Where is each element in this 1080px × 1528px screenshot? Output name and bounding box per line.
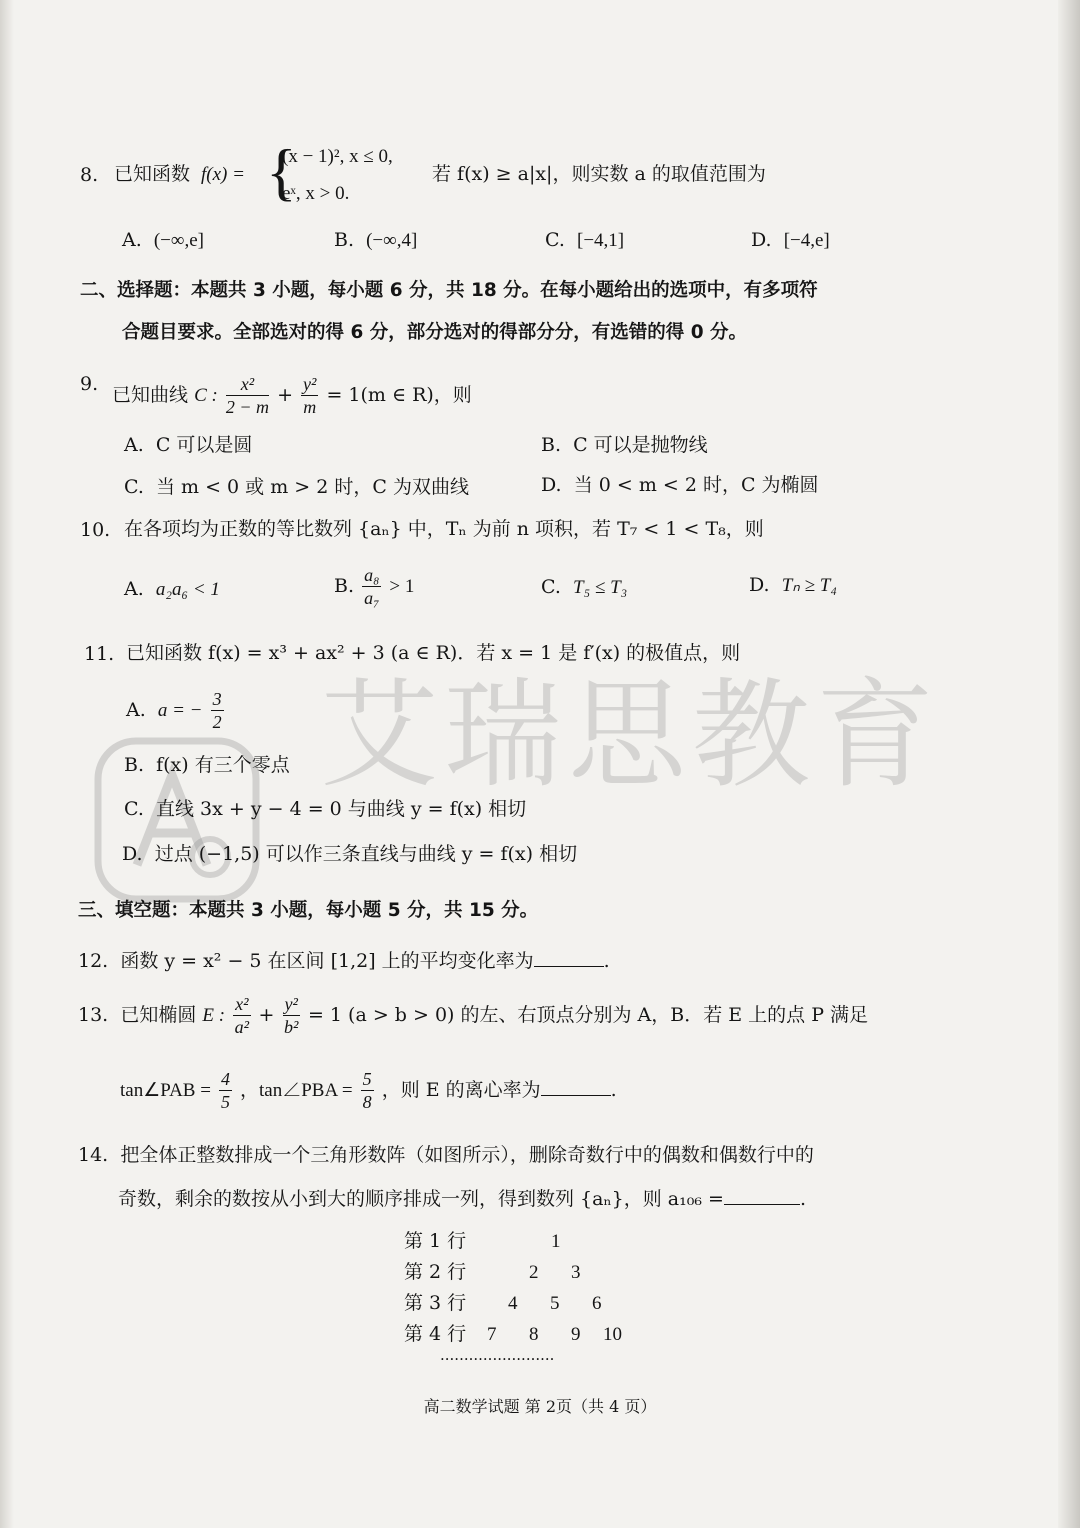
watermark-text: 艾瑞思教育 bbox=[320, 666, 941, 804]
q11-option-a: A. a = − $\frac{3}{2}$ bbox=[126, 689, 222, 732]
q11-number: 11. bbox=[84, 643, 115, 665]
q8-case2: eˣ, x > 0. bbox=[282, 183, 350, 204]
scan-edge-right bbox=[1058, 0, 1080, 1528]
q9-option-b: B. C 可以是抛物线 bbox=[541, 434, 708, 456]
section2-instructions: 合题目要求。全部选对的得 6 分，部分选对的得部分分，有选错的得 0 分。 bbox=[122, 322, 748, 343]
q9-stem: 已知曲线 C : $\frac{\text{x²}}{2 - m}$ + $\frac{\text{y²}}{m}$ = 1(m ∈ R)，则 bbox=[112, 374, 472, 417]
q8-case1: (x − 1)², x ≤ 0, bbox=[282, 146, 393, 167]
triangle-value: 3 bbox=[571, 1262, 581, 1283]
q8-stem-a: 已知函数 bbox=[114, 163, 191, 185]
triangle-value: 7 bbox=[487, 1324, 497, 1345]
q8-option-b: B. (−∞,4] bbox=[334, 229, 418, 251]
triangle-continuation-dots: ························ bbox=[440, 1350, 555, 1368]
q12-answer-blank bbox=[534, 965, 604, 967]
q9-option-c: C. 当 m < 0 或 m > 2 时，C 为双曲线 bbox=[124, 476, 469, 498]
q9-fraction-1: $\frac{\text{x²}}{2 - m}$ bbox=[225, 374, 270, 417]
triangle-value: 2 bbox=[529, 1262, 539, 1283]
q8-option-c: C. [−4,1] bbox=[545, 229, 625, 251]
q9-option-a: A. C 可以是圆 bbox=[124, 434, 253, 456]
q11-stem: 已知函数 f(x) = x³ + ax² + 3 (a ∈ R)．若 x = 1 是 f′(x) 的极值点，则 bbox=[126, 642, 741, 664]
q9-fraction-2: $\frac{\text{y²}}{m}$ bbox=[303, 374, 317, 417]
q8-option-d: D. [−4,e] bbox=[751, 229, 830, 251]
q9-option-d: D. 当 0 < m < 2 时，C 为椭圆 bbox=[541, 474, 819, 496]
q14-line2: 奇数，剩余的数按从小到大的顺序排成一列，得到数列 {aₙ}，则 a₁₀₆ = . bbox=[118, 1188, 806, 1210]
q10-option-b: B. $\frac{\text{a₈}}{\text{a₇}}$ > 1 bbox=[334, 565, 415, 608]
q8-option-a: A. (−∞,e] bbox=[122, 229, 204, 251]
q8-number: 8. bbox=[80, 164, 99, 186]
q14-answer-blank bbox=[724, 1203, 800, 1205]
q10-option-c: C. T₅ ≤ T₃ bbox=[541, 576, 628, 598]
q8-brace-icon: { bbox=[266, 136, 297, 207]
triangle-row-label: 第 2 行 bbox=[404, 1261, 467, 1283]
q10-option-a: A. a₂a₆ < 1 bbox=[124, 578, 220, 600]
triangle-value: 5 bbox=[550, 1293, 560, 1314]
q13-line1: 13. 已知椭圆 E : $\frac{\text{x²}}{\text{a²}}$ + $\frac{\text{y²}}{\text{b²}}$ = 1 (a > b > 0) 的左、右顶点分别为 A，B．若 E 上的点 P 满足 bbox=[78, 994, 869, 1037]
q10-stem: 在各项均为正数的等比数列 {aₙ} 中，Tₙ 为前 n 项积，若 T₇ < 1 < T₈，则 bbox=[124, 518, 764, 540]
triangle-value: 4 bbox=[508, 1293, 518, 1314]
triangle-value: 10 bbox=[603, 1324, 622, 1345]
q8-stem-b: 若 f(x) ≥ a|x|，则实数 a 的取值范围为 bbox=[432, 163, 766, 185]
triangle-value: 6 bbox=[592, 1293, 602, 1314]
q9-number: 9. bbox=[80, 373, 99, 395]
q12-line: 12. 函数 y = x² − 5 在区间 [1,2] 上的平均变化率为 . bbox=[78, 950, 610, 972]
section3-heading: 三、填空题：本题共 3 小题，每小题 5 分，共 15 分。 bbox=[78, 900, 539, 921]
triangle-value: 1 bbox=[551, 1231, 561, 1252]
triangle-row-label: 第 1 行 bbox=[404, 1230, 467, 1252]
triangle-row-label: 第 4 行 bbox=[404, 1323, 467, 1345]
q8-fx: f(x) = bbox=[201, 164, 245, 185]
q11-option-b: B. f(x) 有三个零点 bbox=[124, 754, 290, 776]
q10-option-d: D. Tₙ ≥ T₄ bbox=[749, 574, 837, 596]
q11-option-c: C. 直线 3x + y − 4 = 0 与曲线 y = f(x) 相切 bbox=[124, 798, 527, 820]
triangle-value: 8 bbox=[529, 1324, 539, 1345]
q11-option-d: D. 过点 (−1,5) 可以作三条直线与曲线 y = f(x) 相切 bbox=[122, 843, 578, 865]
scan-edge-left bbox=[0, 0, 14, 1528]
triangle-value: 9 bbox=[571, 1324, 581, 1345]
q10-number: 10. bbox=[80, 519, 111, 541]
q13-answer-blank bbox=[541, 1094, 611, 1096]
section2-heading: 二、选择题：本题共 3 小题，每小题 6 分，共 18 分。在每小题给出的选项中，有多项符 bbox=[80, 280, 818, 301]
q14-line1: 14. 把全体正整数排成一个三角形数阵（如图所示），删除奇数行中的偶数和偶数行中的 bbox=[78, 1144, 814, 1166]
q13-line2: tan∠PAB = $\frac{4}{5}$ ，tan∠PBA = $\frac{5}{8}$ ，则 E 的离心率为 . bbox=[120, 1069, 617, 1112]
page-footer: 高二数学试题 第 2页（共 4 页） bbox=[423, 1397, 657, 1416]
triangle-row-label: 第 3 行 bbox=[404, 1292, 467, 1314]
